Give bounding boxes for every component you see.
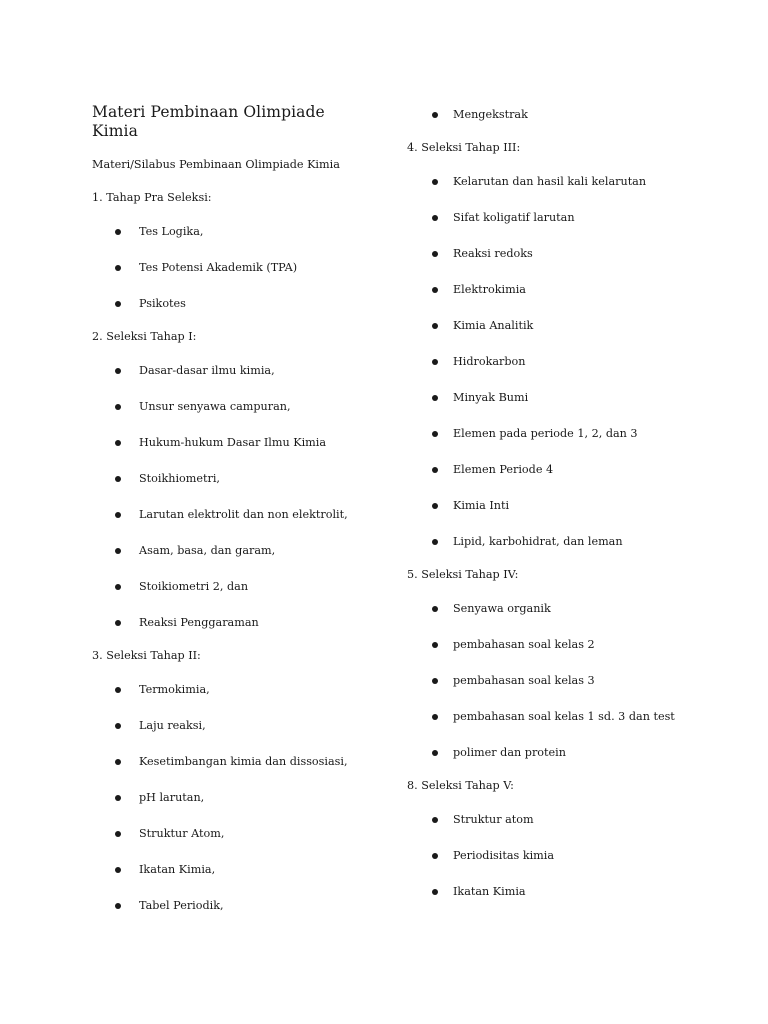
list-item-text: Kesetimbangan kimia dan dissosiasi, (139, 755, 348, 768)
bullet-icon (115, 512, 121, 518)
bullet-icon (115, 265, 121, 271)
list-item-text: Ikatan Kimia (453, 885, 526, 898)
list-item-text: Psikotes (139, 297, 186, 310)
bullet-icon (432, 395, 438, 401)
list-item-text: Dasar-dasar ilmu kimia, (139, 364, 275, 377)
list-item-text: Asam, basa, dan garam, (139, 544, 276, 557)
list-item-text: pembahasan soal kelas 2 (453, 638, 595, 651)
list-item-text: Mengekstrak (453, 108, 528, 121)
bullet-icon (432, 889, 438, 895)
bullet-icon (115, 867, 121, 873)
bullet-icon (432, 539, 438, 545)
list-item-text: Periodisitas kimia (453, 849, 555, 862)
list-item-text: Laju reaksi, (139, 719, 206, 732)
bullet-icon (432, 642, 438, 648)
list-item-text: Hidrokarbon (453, 355, 526, 368)
bullet-icon (115, 584, 121, 590)
bullet-icon (432, 251, 438, 257)
bullet-icon (115, 620, 121, 626)
bullet-icon (432, 750, 438, 756)
bullet-icon (432, 714, 438, 720)
bullet-icon (432, 467, 438, 473)
bullet-icon (432, 503, 438, 509)
list-item-text: Tabel Periodik, (139, 899, 224, 912)
list-item-text: pembahasan soal kelas 3 (453, 674, 595, 687)
bullet-icon (432, 359, 438, 365)
bullet-icon (115, 795, 121, 801)
bullet-icon (115, 687, 121, 693)
list-item-text: Kimia Analitik (453, 319, 534, 332)
list-item-text: Tes Logika, (139, 225, 204, 238)
list-item-text: Struktur atom (453, 813, 534, 826)
bullet-icon (115, 903, 121, 909)
bullet-icon (432, 179, 438, 185)
bullet-icon (432, 431, 438, 437)
document-subtitle: Materi/Silabus Pembinaan Olimpiade Kimia (92, 158, 340, 171)
list-item-text: Struktur Atom, (139, 827, 225, 840)
left-section-heading: 3. Seleksi Tahap II: (92, 649, 201, 662)
list-item-text: Termokimia, (139, 683, 210, 696)
list-item-text: Ikatan Kimia, (139, 863, 216, 876)
list-item-text: Minyak Bumi (453, 391, 529, 404)
bullet-icon (115, 229, 121, 235)
bullet-icon (432, 112, 438, 118)
bullet-icon (115, 440, 121, 446)
left-section-heading: 1. Tahap Pra Seleksi: (92, 191, 212, 204)
list-item-text: Reaksi redoks (453, 247, 533, 260)
bullet-icon (432, 817, 438, 823)
bullet-icon (432, 323, 438, 329)
bullet-icon (115, 368, 121, 374)
document-title: Materi Pembinaan Olimpiade Kimia (92, 103, 325, 140)
bullet-icon (115, 301, 121, 307)
list-item-text: Lipid, karbohidrat, dan leman (453, 535, 623, 548)
list-item-text: Kimia Inti (453, 499, 510, 512)
list-item-text: Unsur senyawa campuran, (139, 400, 291, 413)
list-item-text: pembahasan soal kelas 1 sd. 3 dan test (453, 710, 675, 723)
bullet-icon (115, 723, 121, 729)
list-item-text: Reaksi Penggaraman (139, 616, 259, 629)
bullet-icon (432, 853, 438, 859)
bullet-icon (115, 548, 121, 554)
bullet-icon (115, 404, 121, 410)
list-item-text: Sifat koligatif larutan (453, 211, 575, 224)
list-item-text: pH larutan, (139, 791, 205, 804)
bullet-icon (115, 831, 121, 837)
list-item-text: Elektrokimia (453, 283, 526, 296)
bullet-icon (115, 759, 121, 765)
list-item-text: Tes Potensi Akademik (TPA) (139, 261, 298, 274)
list-item-text: Larutan elektrolit dan non elektrolit, (139, 508, 348, 521)
list-item-text: Stoikhiometri, (139, 472, 220, 485)
list-item-text: Elemen pada periode 1, 2, dan 3 (453, 427, 638, 440)
list-item-text: polimer dan protein (453, 746, 566, 759)
list-item-text: Kelarutan dan hasil kali kelarutan (453, 175, 647, 188)
list-item-text: Hukum-hukum Dasar Ilmu Kimia (139, 436, 327, 449)
right-section-heading: 5. Seleksi Tahap IV: (407, 568, 519, 581)
list-item-text: Elemen Periode 4 (453, 463, 554, 476)
right-section-heading: 4. Seleksi Tahap III: (407, 141, 521, 154)
right-section-heading: 8. Seleksi Tahap V: (407, 779, 514, 792)
bullet-icon (432, 287, 438, 293)
bullet-icon (432, 215, 438, 221)
bullet-icon (115, 476, 121, 482)
list-item-text: Stoikiometri 2, dan (139, 580, 249, 593)
bullet-icon (432, 678, 438, 684)
bullet-icon (432, 606, 438, 612)
list-item-text: Senyawa organik (453, 602, 551, 615)
left-section-heading: 2. Seleksi Tahap I: (92, 330, 197, 343)
